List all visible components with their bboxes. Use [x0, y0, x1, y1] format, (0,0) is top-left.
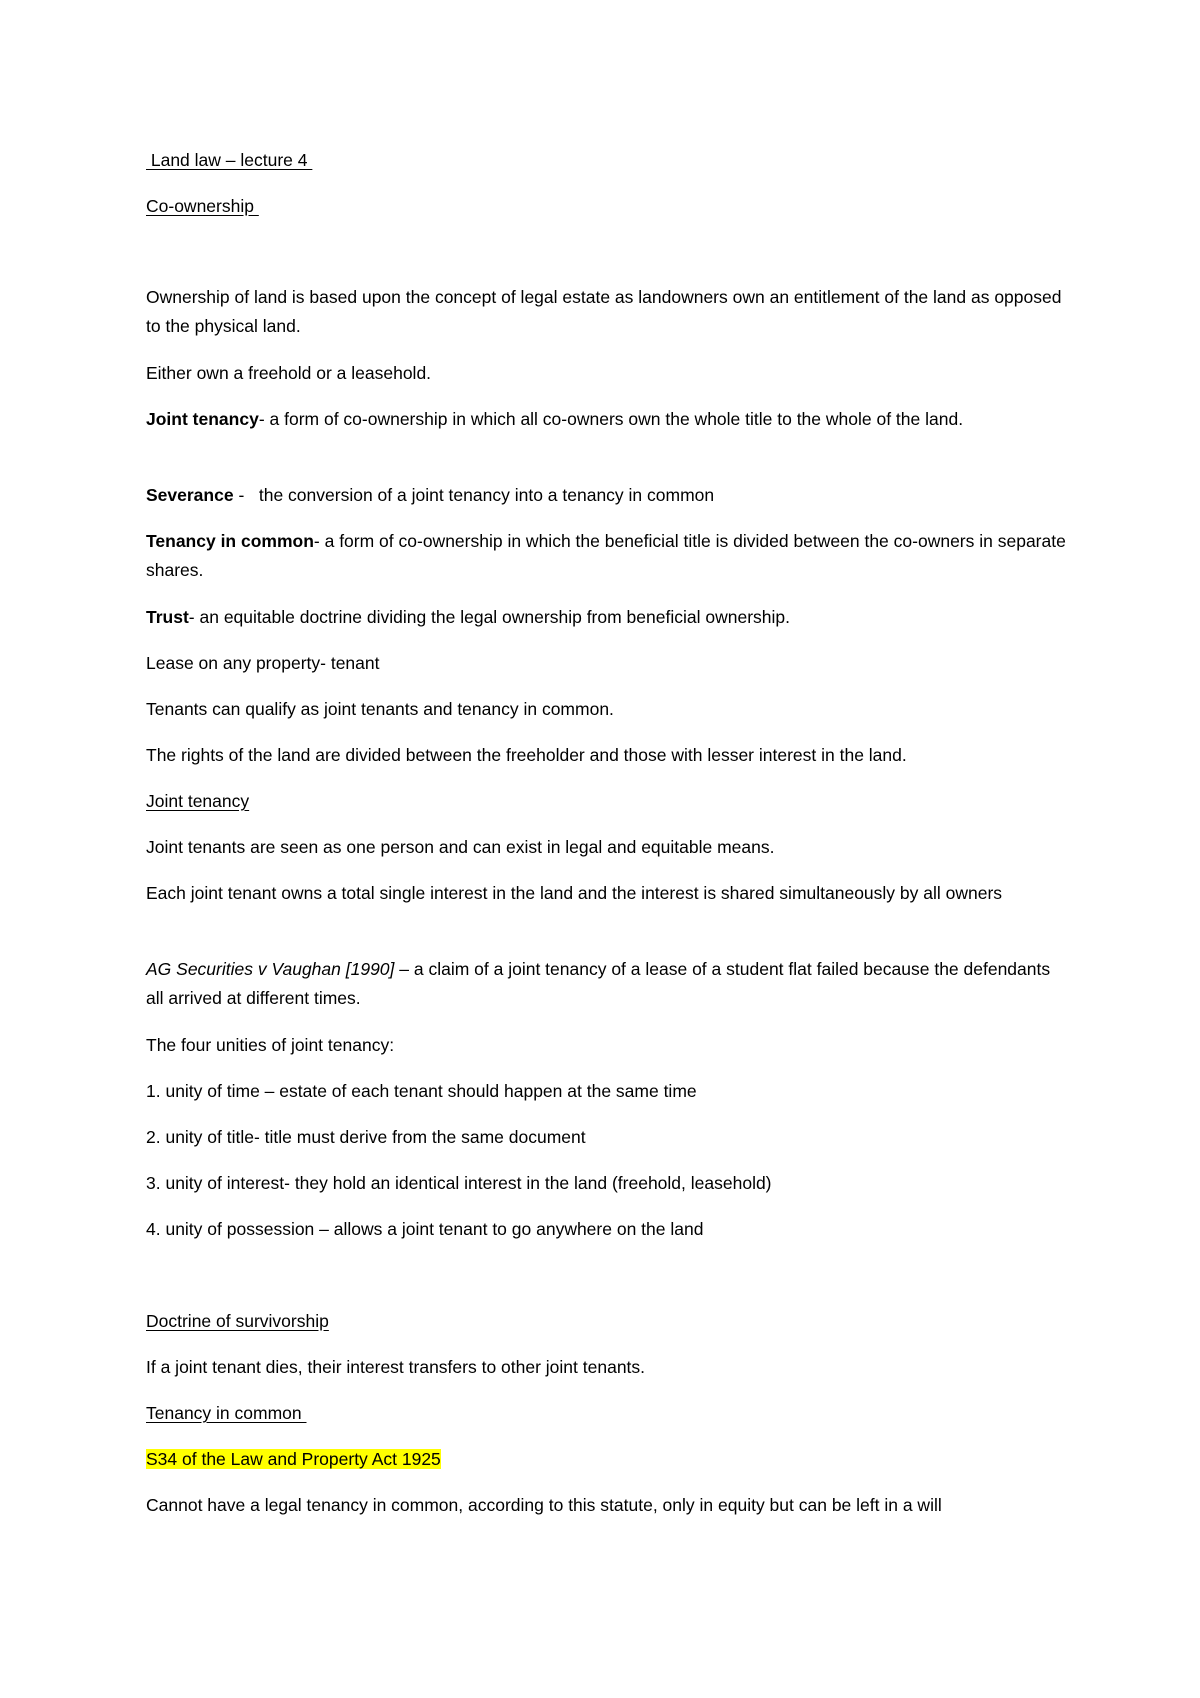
highlighted-statute: S34 of the Law and Property Act 1925: [146, 1449, 441, 1469]
paragraph-statute: Cannot have a legal tenancy in common, according to this statute, only in equity but can be left in a will: [146, 1495, 942, 1515]
term-tenancy-in-common: Tenancy in common: [146, 531, 314, 551]
title-text: Land law – lecture 4: [146, 150, 313, 170]
paragraph-rights: The rights of the land are divided between the freeholder and those with lesser interest in the land.: [146, 745, 907, 765]
heading-survivorship: [146, 1307, 1066, 1336]
paragraph-four-unities: The four unities of joint tenancy:: [146, 1035, 395, 1055]
term-severance: Severance: [146, 485, 234, 505]
subtitle-text: Co-ownership: [146, 196, 259, 216]
paragraph-lease: Lease on any property- tenant: [146, 653, 380, 673]
heading-joint-tenancy: [146, 787, 1066, 816]
paragraph-qualify: Tenants can qualify as joint tenants and tenancy in common.: [146, 699, 614, 719]
statute-reference: [146, 1445, 1066, 1474]
heading-text: Tenancy in common: [146, 1403, 307, 1423]
heading-tenancy-in-common: [146, 1399, 1066, 1428]
unity-item: 2. unity of title- title must derive from the same document: [146, 1127, 586, 1147]
heading-text: Doctrine of survivorship: [146, 1311, 329, 1331]
paragraph-one-person: Joint tenants are seen as one person and can exist in legal and equitable means.: [146, 837, 775, 857]
definition-text: - the conversion of a joint tenancy into a tenancy in common: [233, 485, 715, 505]
definition-text: - a form of co-ownership in which the beneficial title is divided between the co-owners in separate shares.: [146, 531, 1066, 580]
unity-item: 3. unity of interest- they hold an identical interest in the land (freehold, leasehold): [146, 1173, 772, 1193]
definition-tenancy-in-common: [146, 527, 1066, 585]
unity-item: 1. unity of time – estate of each tenant should happen at the same time: [146, 1081, 697, 1101]
case-text: – a claim of a joint tenancy of a lease of a student flat failed because the defendants all arrived at different times.: [146, 959, 1051, 1008]
term-trust: Trust: [146, 607, 189, 627]
unity-item: 4. unity of possession – allows a joint tenant to go anywhere on the land: [146, 1219, 704, 1239]
definition-text: - an equitable doctrine dividing the legal ownership from beneficial ownership.: [188, 607, 790, 627]
paragraph-freehold: Either own a freehold or a leasehold.: [146, 363, 432, 383]
definition-trust: [146, 603, 1066, 632]
heading-text: Joint tenancy: [146, 791, 250, 811]
definition-text: - a form of co-ownership in which all co-owners own the whole title to the whole of the land.: [258, 409, 964, 429]
document-subtitle: [146, 192, 1066, 221]
definition-joint-tenancy: [146, 405, 1066, 434]
case-name: AG Securities v Vaughan [1990]: [146, 959, 395, 979]
term-joint-tenancy: Joint tenancy: [146, 409, 259, 429]
case-citation: [146, 955, 1066, 1013]
paragraph-survivorship: If a joint tenant dies, their interest transfers to other joint tenants.: [146, 1357, 646, 1377]
paragraph-ownership: Ownership of land is based upon the concept of legal estate as landowners own an entitlement of the land as opposed to the physical land.: [146, 287, 1062, 336]
document-title: [146, 146, 1066, 175]
paragraph-each-tenant: Each joint tenant owns a total single interest in the land and the interest is shared simultaneously by all owners: [146, 883, 1003, 903]
definition-severance: [146, 481, 1066, 510]
